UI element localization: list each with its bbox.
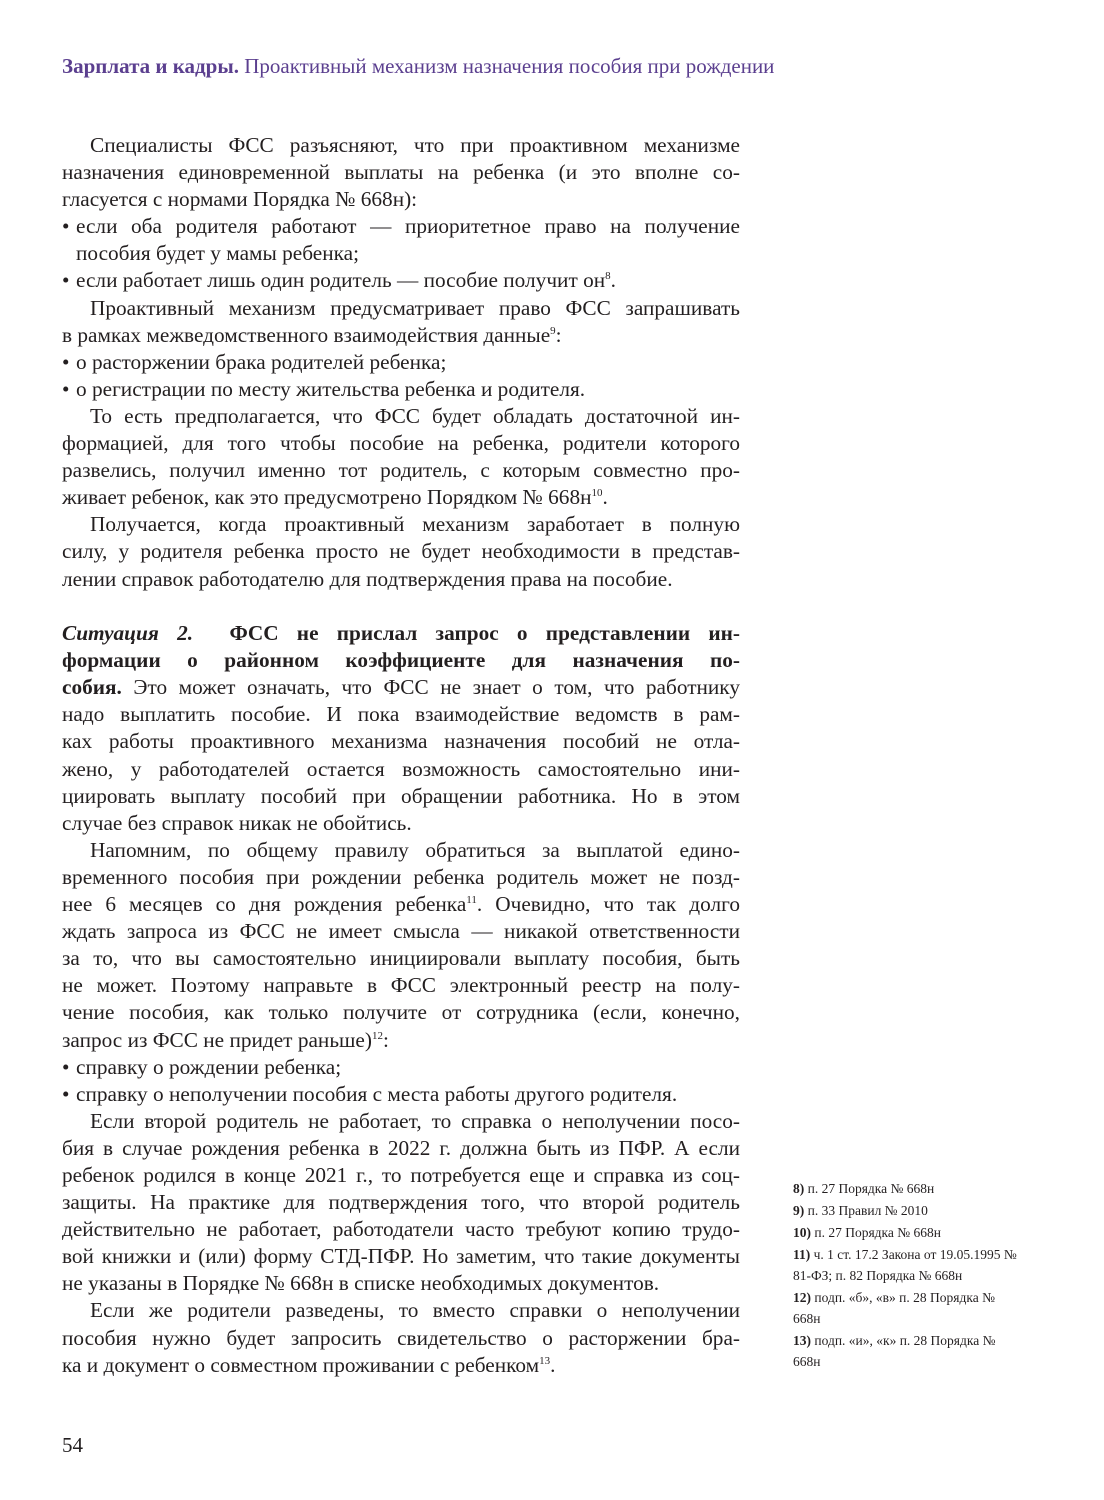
text-line — [62, 647, 740, 674]
text-line — [62, 891, 740, 918]
text-segment: жено, у работодателей остается возможность самостоятельно ини- — [62, 756, 740, 781]
text-segment: Если второй родитель не работает, то справка о неполучении посо- — [90, 1108, 740, 1133]
text-line — [62, 1162, 740, 1189]
text-line — [62, 1189, 740, 1216]
text-segment: пособия будет у мамы ребенка; — [76, 241, 360, 266]
paragraph-gap — [62, 593, 740, 621]
text-segment: Это может означать, что ФСС не знает о том, что работнику — [121, 675, 740, 700]
bullet-line — [62, 1054, 740, 1081]
text-line — [62, 430, 740, 457]
text-line — [62, 484, 740, 511]
footnote — [793, 1178, 1023, 1199]
text-line — [62, 837, 740, 864]
text-segment: Напомним, по общему правилу обратиться за выплатой едино- — [90, 837, 740, 862]
text-line — [62, 1108, 740, 1135]
text-line — [62, 864, 740, 891]
footnote-ref: 13 — [539, 1354, 551, 1367]
footnote — [793, 1200, 1023, 1221]
text-segment: временного пособия при рождении ребенка родитель может не позд- — [62, 864, 740, 889]
bullet-icon: • — [62, 214, 70, 239]
text-line — [62, 701, 740, 728]
text-segment: не может. Поэтому направьте в ФСС электронный реестр на полу- — [62, 973, 740, 998]
footnote-text: ч. 1 ст. 17.2 Закона от 19.05.1995 № 81-ФЗ; п. 82 Порядка № 668н — [793, 1247, 1017, 1283]
text-line — [62, 999, 740, 1026]
text-segment: за то, что вы самостоятельно инициировали выплату пособия, быть — [62, 946, 740, 971]
footnote-text: подп. «б», «в» п. 28 Порядка № 668н — [793, 1290, 995, 1326]
text-segment: живает ребенок, как это предусмотрено Порядком № 668н — [62, 485, 592, 510]
text-segment: чение пособия, как только получите от сотрудника (если, конечно, — [62, 1000, 740, 1025]
text-segment: справку о неполучении пособия с места работы другого родителя. — [76, 1081, 678, 1106]
bullet-line — [62, 1081, 740, 1108]
text-segment: . Очевидно, что так долго — [476, 892, 740, 917]
text-segment: : — [382, 1027, 389, 1052]
text-segment: надо выплатить пособие. И пока взаимодействие ведомств в рам- — [62, 702, 740, 727]
footnote-ref: 9 — [550, 324, 556, 337]
page-number: 54 — [62, 1433, 83, 1457]
footnote-text: подп. «и», «к» п. 28 Порядка № 668н — [793, 1333, 996, 1369]
text-segment: Получается, когда проактивный механизм заработает в полную — [90, 512, 740, 537]
footnote — [793, 1287, 1023, 1329]
text-segment: : — [555, 322, 562, 347]
text-segment: Проактивный механизм предусматривает право ФСС запрашивать — [90, 295, 740, 320]
text-line — [62, 186, 740, 213]
text-line — [62, 1135, 740, 1162]
footnote-number: 12) — [793, 1290, 815, 1305]
text-segment: не указаны в Порядке № 668н в списке необходимых документов. — [62, 1271, 660, 1296]
text-segment: если оба родителя работают — приоритетное право на получение — [76, 214, 740, 239]
text-segment: циировать выплату пособий при обращении работника. Но в этом — [62, 783, 740, 808]
text-segment: формацией, для того чтобы пособие на ребенка, родители которого — [62, 431, 740, 456]
footnote-number: 10) — [793, 1225, 815, 1240]
text-line — [62, 945, 740, 972]
bullet-icon: • — [62, 349, 70, 374]
bullet-line — [62, 213, 740, 240]
text-segment: Ситуация 2. — [62, 621, 194, 646]
text-segment: . — [602, 485, 608, 510]
text-line — [62, 403, 740, 430]
header-title: Проактивный механизм назначения пособия при рождении — [244, 54, 775, 78]
running-header — [62, 54, 774, 79]
footnote — [793, 1222, 1023, 1243]
text-line — [62, 918, 740, 945]
text-line — [62, 1027, 740, 1054]
text-segment: ФСС не прислал запрос о представлении ин- — [193, 621, 740, 646]
footnote-ref: 10 — [591, 487, 603, 500]
bullet-icon: • — [62, 1081, 70, 1106]
bullet-line — [62, 349, 740, 376]
text-segment: гласуется с нормами Порядка № 668н): — [62, 187, 418, 212]
text-segment: развелись, получил именно тот родитель, с которым совместно про- — [62, 458, 740, 483]
text-segment: запрос из ФСС не придет раньше) — [62, 1027, 372, 1052]
article-body — [62, 132, 740, 1379]
text-line — [62, 322, 740, 349]
bullet-line — [62, 376, 740, 403]
text-line — [62, 240, 740, 267]
text-line — [62, 566, 740, 593]
text-line — [62, 1325, 740, 1352]
text-segment: бия в случае рождения ребенка в 2022 г. должна быть из ПФР. А если — [62, 1135, 740, 1160]
text-segment: о регистрации по месту жительства ребенка и родителя. — [76, 376, 586, 401]
text-segment: ках работы проактивного механизма назначения пособий не отла- — [62, 729, 740, 754]
footnote — [793, 1330, 1023, 1372]
text-segment: вой книжки и (или) форму СТД-ПФР. Но заметим, что такие документы — [62, 1244, 740, 1269]
text-segment: если работает лишь один родитель — пособие получит он — [76, 268, 606, 293]
text-line — [62, 1270, 740, 1297]
footnote-number: 13) — [793, 1333, 815, 1348]
text-segment: Если же родители разведены, то вместо справки о неполучении — [90, 1298, 740, 1323]
text-line — [62, 783, 740, 810]
text-segment: формации о районном коэффициенте для назначения по- — [62, 648, 740, 673]
text-line — [62, 132, 740, 159]
text-segment: ка и документ о совместном проживании с ребенком — [62, 1352, 540, 1377]
text-segment: пособия нужно будет запросить свидетельство о расторжении бра- — [62, 1325, 740, 1350]
bullet-icon: • — [62, 268, 70, 293]
footnote — [793, 1244, 1023, 1286]
text-line — [62, 972, 740, 999]
text-segment: действительно не работает, работодатели часто требуют копию трудо- — [62, 1217, 740, 1242]
text-segment: нее 6 месяцев со дня рождения ребенка — [62, 892, 467, 917]
footnote-number: 9) — [793, 1203, 808, 1218]
text-line — [62, 1243, 740, 1270]
footnote-ref: 8 — [605, 270, 611, 283]
footnotes — [793, 1178, 1023, 1373]
text-segment: о расторжении брака родителей ребенка; — [76, 349, 447, 374]
text-segment: собия. — [62, 675, 122, 700]
text-segment: защиты. На практике для подтверждения того, что второй родитель — [62, 1190, 740, 1215]
text-segment: Специалисты ФСС разъясняют, что при проактивном механизме — [90, 133, 740, 157]
footnote-text: п. 27 Порядка № 668н — [814, 1225, 942, 1240]
text-line — [62, 728, 740, 755]
text-segment: назначения единовременной выплаты на ребенка (и это вполне со- — [62, 160, 740, 185]
text-segment: в рамках межведомственного взаимодействия данные — [62, 322, 551, 347]
text-segment: справку о рождении ребенка; — [76, 1054, 342, 1079]
bullet-line — [62, 267, 740, 294]
text-line — [62, 620, 740, 647]
footnote-text: п. 27 Порядка № 668н — [807, 1181, 935, 1196]
text-line — [62, 538, 740, 565]
footnote-ref: 11 — [466, 894, 477, 907]
text-line — [62, 674, 740, 701]
text-segment: случае без справок никак не обойтись. — [62, 810, 412, 835]
text-line — [62, 810, 740, 837]
text-line — [62, 1297, 740, 1324]
footnote-text: п. 33 Правил № 2010 — [807, 1203, 928, 1218]
text-segment: То есть предполагается, что ФСС будет обладать достаточной ин- — [90, 403, 740, 428]
bullet-icon: • — [62, 1054, 70, 1079]
text-segment: . — [550, 1352, 556, 1377]
text-line — [62, 295, 740, 322]
text-segment: лении справок работодателю для подтверждения права на пособие. — [62, 566, 673, 591]
text-line — [62, 1216, 740, 1243]
bullet-icon: • — [62, 376, 70, 401]
text-segment: . — [610, 268, 616, 293]
text-segment: ждать запроса из ФСС не имеет смысла — никакой ответственности — [62, 919, 740, 944]
footnote-number: 11) — [793, 1247, 814, 1262]
text-line — [62, 756, 740, 783]
text-line — [62, 511, 740, 538]
footnote-ref: 12 — [371, 1029, 383, 1042]
text-segment: силу, у родителя ребенка просто не будет необходимости в представ- — [62, 539, 740, 564]
text-line — [62, 457, 740, 484]
header-section: Зарплата и кадры. — [62, 54, 240, 78]
footnote-number: 8) — [793, 1181, 808, 1196]
text-line — [62, 159, 740, 186]
text-segment: ребенок родился в конце 2021 г., то потребуется еще и справка из соц- — [62, 1162, 740, 1187]
text-line — [62, 1352, 740, 1379]
